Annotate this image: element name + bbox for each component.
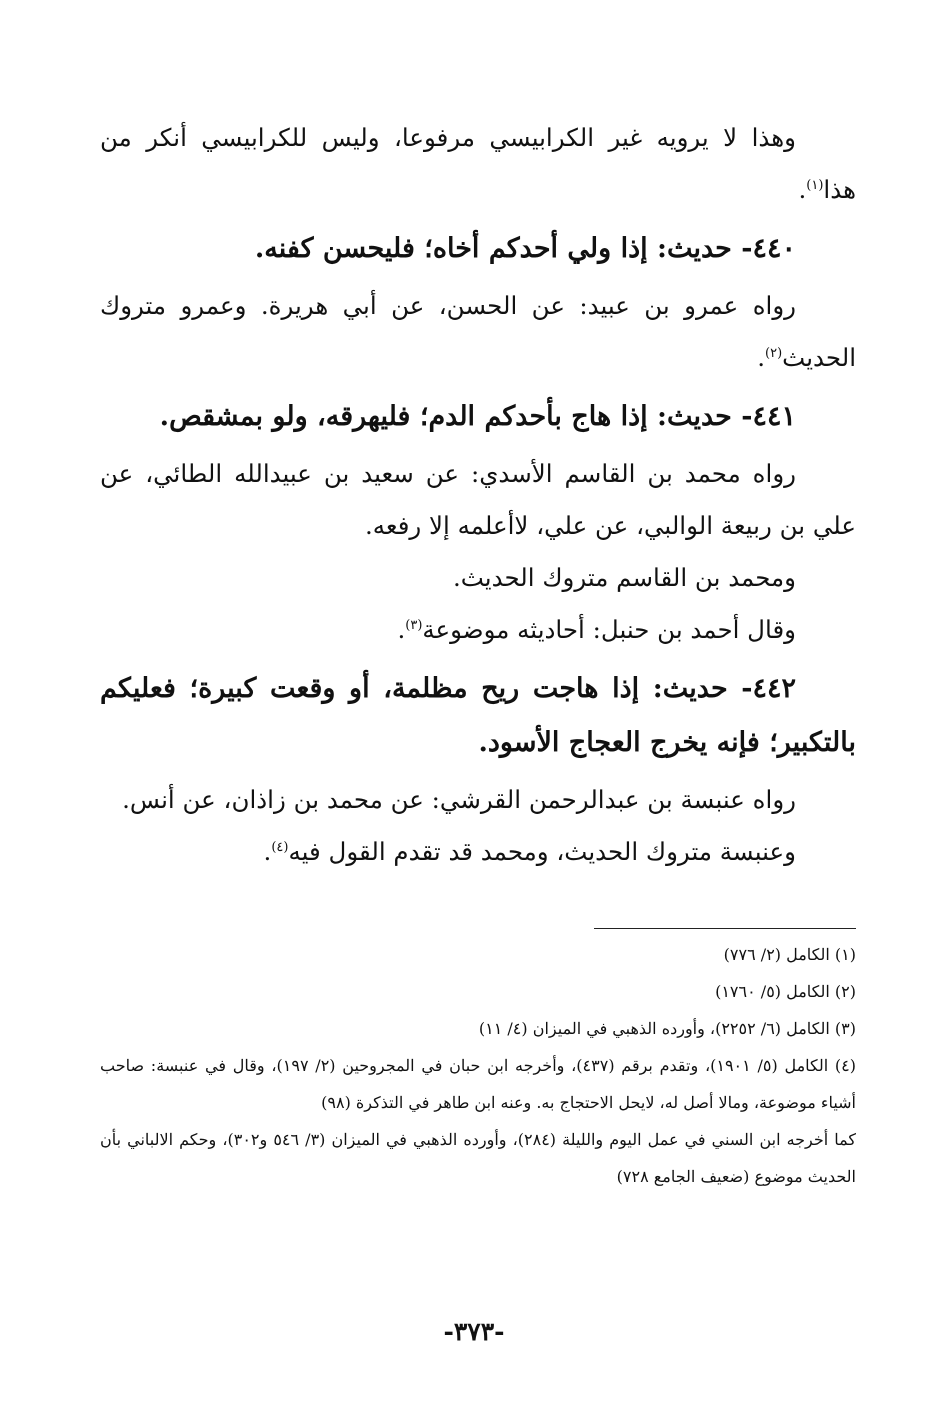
page-number: -٣٧٣- bbox=[443, 1317, 505, 1346]
period: . bbox=[798, 175, 807, 204]
hadith-heading-442: ٤٤٢- حديث: إذا هاجت ريح مظلمة، أو وقعت كبيرة؛ فعليكم بالتكبير؛ فإنه يخرج العجاج الأسود. bbox=[100, 673, 856, 758]
period: . bbox=[757, 343, 766, 372]
footnotes bbox=[100, 936, 856, 1195]
paragraph-3: رواه محمد بن القاسم الأسدي: عن سعيد بن عبيدالله الطائي، عن علي بن ربيعة الوالبي، عن علي، لاأعلمه إلا رفعه. bbox=[100, 459, 856, 540]
footnote-2: (٢) الكامل (٥/ ١٧٦٠) bbox=[715, 982, 856, 1001]
footnote-1: (١) الكامل (٢/ ٧٧٦) bbox=[723, 945, 856, 964]
paragraph-4: ومحمد بن القاسم متروك الحديث. bbox=[452, 563, 796, 592]
main-text bbox=[100, 112, 856, 878]
paragraph-1 bbox=[100, 112, 856, 216]
footnote-ref-2: (٢) bbox=[765, 345, 783, 361]
footnote-4: (٤) الكامل (٥/ ١٩٠١)، وتقدم برقم (٤٣٧)، وأخرجه ابن حبان في المجروحين (٢/ ١٩٧)، وقال في عنبسة: صاحب أشياء موضوعة، ومالا أصل له، لايحل الاحتجاج به. وعنه ابن طاهر في التذكرة (٩٨) bbox=[100, 1056, 857, 1112]
paragraph-5 bbox=[100, 604, 856, 656]
period: . bbox=[263, 837, 272, 866]
footnote-ref-3: (٣) bbox=[405, 617, 423, 633]
footnote-ref-1: (١) bbox=[806, 177, 824, 193]
paragraph-5-text: وقال أحمد بن حنبل: أحاديثه موضوعة bbox=[422, 615, 796, 644]
footnote-4-continued: كما أخرجه ابن السني في عمل اليوم والليلة (٢٨٤)، وأورده الذهبي في الميزان (٣/ ٥٤٦ و٣٠٢)، وحكم الالباني بأن الحديث موضوع (ضعيف الجامع ٧٢٨) bbox=[100, 1130, 857, 1186]
paragraph-1-text: وهذا لا يرويه غير الكرابيسي مرفوعا، وليس للكرابيسي أنكر من هذا bbox=[100, 123, 856, 204]
paragraph-2-text: رواه عمرو بن عبيد: عن الحسن، عن أبي هريرة. وعمرو متروك الحديث bbox=[100, 291, 856, 372]
hadith-heading-441: ٤٤١- حديث: إذا هاج بأحدكم الدم؛ فليهرقه، ولو بمشقص. bbox=[159, 401, 796, 432]
paragraph-6: رواه عنبسة بن عبدالرحمن القرشي: عن محمد بن زاذان، عن أنس. bbox=[122, 785, 796, 814]
period: . bbox=[397, 615, 406, 644]
paragraph-7-text: وعنبسة متروك الحديث، ومحمد قد تقدم القول فيه bbox=[288, 837, 796, 866]
footnote-3: (٣) الكامل (٦/ ٢٢٥٢)، وأورده الذهبي في الميزان (٤/ ١١) bbox=[478, 1019, 856, 1038]
paragraph-2 bbox=[100, 280, 856, 384]
hadith-heading-440: ٤٤٠- حديث: إذا ولي أحدكم أخاه؛ فليحسن كفنه. bbox=[254, 233, 796, 264]
footnote-separator bbox=[594, 928, 856, 929]
footnote-ref-4: (٤) bbox=[271, 839, 289, 855]
paragraph-7 bbox=[100, 826, 856, 878]
